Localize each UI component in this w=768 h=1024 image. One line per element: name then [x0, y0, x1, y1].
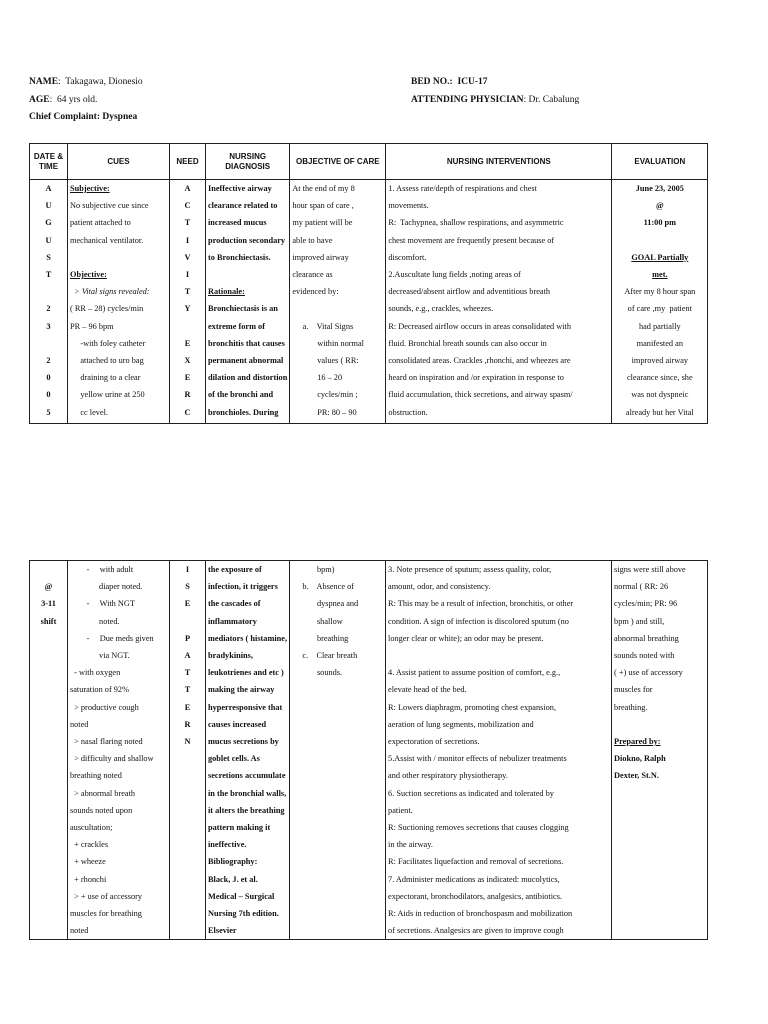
cell-line: - with adult: [70, 565, 134, 574]
cell-evaluation: [612, 180, 708, 424]
cell-line: [172, 888, 203, 905]
cell-line: hour span of care ,: [292, 201, 354, 211]
cell-line: sounds.: [292, 668, 343, 678]
cell-line: 4. Assist patient to assume position of comfort, e.g.,: [388, 668, 561, 678]
cell-line: [32, 630, 65, 647]
cell-line: C: [184, 201, 191, 211]
cell-line: [292, 785, 383, 802]
cell-line: [32, 733, 65, 750]
cell-line: bradykinins,: [208, 651, 253, 661]
cell-line: fluid. Bronchial breath sounds can also occur in: [388, 338, 547, 348]
cell-line: met.: [652, 270, 668, 280]
cell-line: [292, 681, 383, 698]
bed-label: BED NO.: [411, 77, 450, 87]
cell-line: [172, 613, 203, 630]
header-need: NEED: [170, 144, 206, 180]
cell-line: secretions accumulate: [208, 771, 286, 781]
cell-line: U: [45, 201, 52, 211]
cell-line: noted: [70, 719, 89, 729]
cell-line: [32, 871, 65, 888]
cell-line: [32, 819, 65, 836]
cell-objective-of-care: [290, 180, 386, 424]
cell-line: signs were still above: [614, 565, 686, 574]
cell-line: [172, 871, 203, 888]
cell-line: S: [185, 582, 190, 592]
cell-line: leukotrienes and etc ): [208, 668, 284, 678]
cell-line: sounds noted with: [614, 651, 675, 661]
cell-line: clearance related to: [208, 201, 278, 211]
cell-line: [292, 300, 383, 317]
cell-line: expectorant, bronchodilators, analgesics, antibiotics.: [388, 891, 562, 901]
cell-line: [32, 767, 65, 784]
age-label: AGE: [29, 95, 50, 105]
cell-line: > + use of accessory: [70, 891, 143, 901]
patient-name: NAME: Takagawa, Dionesio: [29, 77, 143, 87]
cell-line: GOAL Partially: [631, 252, 689, 262]
cell-line: noted: [70, 926, 89, 936]
cell-line: + wheeze: [70, 857, 106, 867]
complaint-label: Chief Complaint: [29, 112, 97, 122]
cell-line: bronchioles. During: [208, 407, 279, 417]
cell-line: Bibliography:: [208, 857, 258, 867]
cell-need: [170, 561, 206, 940]
cell-line: Rationale:: [208, 287, 245, 297]
cell-line: yellow urine at 250: [70, 390, 145, 400]
cell-line: @: [44, 582, 53, 592]
cell-line: R: This may be a result of infection, bronchitis, or other: [388, 599, 574, 609]
cell-line: obstruction.: [388, 407, 428, 417]
cell-line: [172, 922, 203, 939]
cell-line: After my 8 hour span: [624, 287, 696, 297]
cell-line: [292, 716, 383, 733]
cell-line: Subjective:: [70, 184, 110, 193]
cell-line: of secretions. Analgesics are given to improve cough: [388, 926, 564, 936]
cell-line: [32, 561, 65, 578]
cell-line: T: [45, 270, 52, 280]
cell-line: of the bronchi and: [208, 390, 274, 400]
cell-line: [292, 922, 383, 939]
cell-line: [32, 750, 65, 767]
cell-line: values ( RR:: [292, 356, 359, 366]
cell-line: E: [184, 599, 191, 609]
cell-line: shift: [40, 616, 57, 626]
cell-line: consolidated areas. Crackles ,rhonchi, and wheezes are: [388, 356, 571, 366]
cell-line: [32, 283, 65, 300]
cell-line: improved airway: [292, 252, 349, 262]
cell-line: 2.Auscultate lung fields ,noting areas of: [388, 270, 521, 280]
cell-line: mechanical ventilator.: [70, 235, 144, 245]
cell-line: 0: [46, 390, 51, 400]
cell-line: [614, 232, 705, 249]
cell-nursing-interventions: [386, 561, 612, 940]
cell-line: bronchitis that causes: [208, 338, 285, 348]
cell-line: T: [184, 287, 191, 297]
cell-line: ineffective.: [208, 840, 247, 850]
cell-line: hyperresponsive that: [208, 702, 283, 712]
cell-line: movements.: [388, 201, 429, 211]
cell-line: abnormal breathing: [614, 633, 679, 643]
cell-line: [614, 853, 705, 870]
cell-line: [172, 836, 203, 853]
cell-line: I: [185, 235, 190, 245]
header-date-time: DATE & TIME: [30, 144, 68, 180]
cell-line: making the airway: [208, 685, 275, 695]
bed-number: BED NO.: ICU-17: [411, 77, 488, 87]
cell-line: T: [184, 685, 191, 695]
cell-line: mediators ( histamine,: [208, 633, 288, 643]
cell-line: [614, 785, 705, 802]
cell-line: 3: [46, 321, 51, 331]
header-cues: CUES: [68, 144, 170, 180]
cell-line: [292, 750, 383, 767]
cell-line: R: [184, 719, 191, 729]
cell-line: dilation and distortion: [208, 373, 288, 383]
cell-line: 6. Suction secretions as indicated and tolerated by: [388, 788, 554, 798]
cell-line: V: [184, 252, 191, 262]
cell-line: 16 – 20: [292, 373, 343, 383]
cell-line: A: [45, 184, 52, 193]
cell-line: Objective:: [70, 270, 107, 280]
cell-line: extreme form of: [208, 321, 265, 331]
cell-line: sounds noted upon: [70, 805, 133, 815]
header-nursing-diagnosis: NURSING DIAGNOSIS: [206, 144, 290, 180]
cell-line: [614, 716, 705, 733]
cell-line: attached to uro bag: [70, 356, 144, 366]
cell-line: S: [46, 252, 51, 262]
cell-line: noted.: [70, 616, 120, 626]
cell-line: in the airway.: [388, 840, 433, 850]
cell-line: > productive cough: [70, 702, 139, 712]
cell-line: [70, 249, 167, 266]
cell-line: draining to a clear: [70, 373, 141, 383]
cell-line: @: [655, 201, 664, 211]
cell-line: PR – 96 bpm: [70, 321, 114, 331]
cell-line: > nasal flaring noted: [70, 737, 143, 747]
cell-line: Nursing 7th edition.: [208, 909, 279, 919]
cell-line: 2: [46, 356, 51, 366]
cell-line: sounds, e.g., crackles, wheezes.: [388, 304, 494, 314]
patient-age: AGE: 64 yrs old.: [29, 95, 98, 105]
cell-line: [172, 750, 203, 767]
cell-line: 1. Assess rate/depth of respirations and chest: [388, 184, 537, 193]
cell-line: [172, 819, 203, 836]
cell-line: R: Facilitates liquefaction and removal of secretions.: [388, 857, 564, 867]
cell-line: T: [184, 668, 191, 678]
cell-line: I: [185, 270, 190, 280]
cell-line: within normal: [292, 338, 364, 348]
cell-line: discomfort.: [388, 252, 427, 262]
physician-value: Dr. Cabalung: [528, 95, 580, 105]
cell-line: 3. Note presence of sputum; assess quality, color,: [388, 565, 552, 574]
cell-line: patient.: [388, 805, 413, 815]
cell-line: expectoration of secretions.: [388, 737, 480, 747]
cell-line: A: [184, 651, 191, 661]
cell-line: 2: [46, 304, 51, 314]
cell-line: 11:00 pm: [643, 218, 677, 228]
cell-line: [172, 767, 203, 784]
cell-line: [614, 836, 705, 853]
cell-line: of care ,my patient: [627, 304, 692, 314]
cell-line: [172, 905, 203, 922]
cell-line: R: [184, 390, 191, 400]
cell-line: [32, 905, 65, 922]
bed-value: ICU-17: [457, 77, 488, 87]
cell-line: amount, odor, and consistency.: [388, 582, 491, 592]
cell-line: - Due meds given: [70, 633, 154, 643]
cell-line: R: Tachypnea, shallow respirations, and asymmetric: [388, 218, 564, 228]
cell-line: [32, 647, 65, 664]
physician-label: ATTENDING PHYSICIAN: [411, 95, 524, 105]
cell-line: aeration of lung segments, mobilization and: [388, 719, 534, 729]
cell-line: -with foley catheter: [70, 338, 146, 348]
cell-line: breathing: [292, 633, 349, 643]
cell-line: [614, 922, 705, 939]
cell-line: already but her Vital: [625, 407, 694, 417]
cell-line: my patient will be: [292, 218, 353, 228]
cell-line: breathing noted: [70, 771, 122, 781]
cell-line: [172, 318, 203, 335]
cell-line: [614, 905, 705, 922]
name-label: NAME: [29, 77, 59, 87]
cell-line: Prepared by:: [614, 737, 661, 747]
cell-cues: [68, 561, 170, 940]
cell-line: 0: [46, 373, 51, 383]
cell-cues: [68, 180, 170, 424]
cell-line: bpm): [292, 565, 335, 574]
cell-line: E: [184, 338, 191, 348]
cell-line: [32, 853, 65, 870]
care-plan-table-page-2: [29, 560, 708, 940]
cell-line: Elsevier: [208, 926, 237, 936]
cell-date-time: [30, 180, 68, 424]
cell-line: X: [184, 356, 191, 366]
cell-line: increased mucus: [208, 218, 267, 228]
cell-line: shallow: [292, 616, 343, 626]
cell-line: PR: 80 – 90: [292, 407, 357, 417]
cell-line: Y: [184, 304, 191, 314]
cell-line: - With NGT: [70, 599, 135, 609]
cell-line: muscles for breathing: [70, 909, 142, 919]
cell-line: R: Decreased airflow occurs in areas consolidated with: [388, 321, 572, 331]
cell-line: [172, 802, 203, 819]
cell-line: Diokno, Ralph: [614, 754, 666, 764]
cell-nursing-diagnosis: [206, 561, 290, 940]
cell-line: E: [184, 373, 191, 383]
cell-line: Ineffective airway: [208, 184, 272, 193]
cell-line: cc level.: [70, 407, 109, 417]
chief-complaint: Chief Complaint: Dyspnea: [29, 112, 138, 122]
cell-line: [32, 888, 65, 905]
cell-line: [32, 922, 65, 939]
cell-line: clearance since, she: [626, 373, 693, 383]
cell-nursing-interventions: [386, 180, 612, 424]
cell-line: [614, 819, 705, 836]
cell-line: [32, 664, 65, 681]
cell-line: + rhonchi: [70, 874, 107, 884]
cell-line: dyspnea and: [292, 599, 359, 609]
cell-line: muscles for: [614, 685, 653, 695]
cell-line: able to have: [292, 235, 333, 245]
cell-line: causes increased: [208, 719, 267, 729]
cell-line: cycles/min; PR: 96: [614, 599, 678, 609]
cell-objective-of-care: [290, 561, 386, 940]
header-objective-of-care: OBJECTIVE OF CARE: [290, 144, 386, 180]
cell-line: [292, 905, 383, 922]
cell-line: + crackles: [70, 840, 109, 850]
cell-line: infection, it triggers: [208, 582, 278, 592]
cell-need: [170, 180, 206, 424]
cell-line: [614, 802, 705, 819]
cell-line: R: Aids in reduction of bronchospasm and mobilization: [388, 909, 573, 919]
cell-line: heard on inspiration and /or expiration in response to: [388, 373, 564, 383]
cell-line: evidenced by:: [292, 287, 339, 297]
cell-line: normal ( RR: 26: [614, 582, 669, 592]
cell-line: T: [184, 218, 191, 228]
cell-line: permanent abnormal: [208, 356, 284, 366]
cell-line: manifested an: [636, 338, 683, 348]
cell-line: condition. A sign of infection is discolored sputum (no: [388, 616, 569, 626]
complaint-value: Dyspnea: [102, 112, 138, 122]
cell-line: 5: [46, 407, 51, 417]
cell-line: N: [184, 737, 191, 747]
cell-line: the cascades of: [208, 599, 261, 609]
cell-line: C: [184, 407, 191, 417]
cell-line: [614, 871, 705, 888]
cell-line: > difficulty and shallow: [70, 754, 154, 764]
cell-date-time: [30, 561, 68, 940]
cell-line: mucus secretions by: [208, 737, 279, 747]
header-evaluation: EVALUATION: [612, 144, 708, 180]
cell-evaluation: [612, 561, 708, 940]
cell-line: [292, 767, 383, 784]
cell-line: breathing.: [614, 702, 648, 712]
cell-line: [292, 819, 383, 836]
cell-line: diaper noted.: [70, 582, 143, 592]
cell-line: c. Clear breath: [292, 651, 358, 661]
age-value: 64 yrs old.: [56, 95, 98, 105]
cell-line: [292, 802, 383, 819]
cell-line: [32, 335, 65, 352]
cell-line: 3-11: [41, 599, 56, 609]
cell-line: inflammatory: [208, 616, 257, 626]
cell-line: Medical – Surgical: [208, 891, 275, 901]
cell-line: auscultation;: [70, 823, 113, 833]
attending-physician: ATTENDING PHYSICIAN: Dr. Cabalung: [411, 95, 580, 105]
cell-line: Dexter, St.N.: [614, 771, 659, 781]
cell-line: Black, J. et al.: [208, 874, 258, 884]
cell-line: No subjective cue since: [70, 201, 149, 211]
cell-line: R: Lowers diaphragm, promoting chest expansion,: [388, 702, 557, 712]
cell-line: [292, 853, 383, 870]
cell-line: cycles/min ;: [292, 390, 358, 400]
cell-line: bpm ) and still,: [614, 616, 665, 626]
cell-line: A: [184, 184, 191, 193]
cell-line: [32, 716, 65, 733]
cell-line: G: [45, 218, 52, 228]
cell-line: R: Suctioning removes secretions that causes clogging: [388, 823, 569, 833]
cell-line: via NGT.: [70, 651, 130, 661]
cell-line: [32, 802, 65, 819]
cell-line: [32, 699, 65, 716]
cell-line: P: [184, 633, 191, 643]
cell-line: [292, 871, 383, 888]
cell-line: decreased/absent airflow and adventitious breath: [388, 287, 551, 297]
cell-nursing-diagnosis: [206, 180, 290, 424]
cell-line: [32, 681, 65, 698]
cell-line: [172, 853, 203, 870]
cell-line: the exposure of: [208, 565, 262, 574]
cell-line: ( RR – 28) cycles/min: [70, 304, 144, 314]
cell-line: ( +) use of accessory: [614, 668, 683, 678]
cell-line: clearance as: [292, 270, 333, 280]
cell-line: elevate head of the bed.: [388, 685, 467, 695]
cell-line: E: [184, 702, 191, 712]
cell-line: fluid accumulation, thick secretions, and airway spasm/: [388, 390, 573, 400]
cell-line: saturation of 92%: [70, 685, 129, 695]
cell-line: it alters the breathing: [208, 805, 285, 815]
cell-line: improved airway: [631, 356, 689, 366]
cell-line: chest movement are frequently present because of: [388, 235, 555, 245]
cell-line: patient attached to: [70, 218, 131, 228]
cell-line: > abnormal breath: [70, 788, 136, 798]
cell-line: to Bronchiectasis.: [208, 252, 271, 262]
cell-line: pattern making it: [208, 823, 271, 833]
name-value: Takagawa, Dionesio: [65, 77, 143, 87]
care-plan-table-page-1: [29, 143, 708, 424]
cell-line: June 23, 2005: [635, 184, 684, 193]
cell-line: longer clear or white); an odor may be present.: [388, 633, 544, 643]
cell-line: - with oxygen: [70, 668, 121, 678]
cell-line: 5.Assist with / monitor effects of nebulizer treatments: [388, 754, 567, 764]
cell-line: production secondary: [208, 235, 286, 245]
cell-line: [388, 647, 609, 664]
cell-line: I: [185, 565, 190, 574]
cell-line: was not dyspneic: [631, 390, 689, 400]
cell-line: [32, 836, 65, 853]
cell-line: > Vital signs revealed:: [70, 287, 150, 297]
header-nursing-interventions: NURSING INTERVENTIONS: [386, 144, 612, 180]
cell-line: in the bronchial walls,: [208, 788, 287, 798]
cell-line: [614, 888, 705, 905]
cell-line: had partially: [638, 321, 681, 331]
cell-line: and other respiratory physiotherapy.: [388, 771, 508, 781]
cell-line: [292, 699, 383, 716]
cell-line: At the end of my 8: [292, 184, 355, 193]
cell-line: Bronchiectasis is an: [208, 304, 278, 314]
cell-line: [32, 785, 65, 802]
cell-line: [208, 266, 287, 283]
cell-line: goblet cells. As: [208, 754, 260, 764]
cell-line: [292, 836, 383, 853]
cell-line: b. Absence of: [292, 582, 355, 592]
cell-line: U: [45, 235, 52, 245]
cell-line: [172, 785, 203, 802]
cell-line: 7. Administer medications as indicated: mucolytics,: [388, 874, 560, 884]
cell-line: [292, 888, 383, 905]
cell-line: a. Vital Signs: [292, 321, 354, 331]
cell-line: [292, 733, 383, 750]
